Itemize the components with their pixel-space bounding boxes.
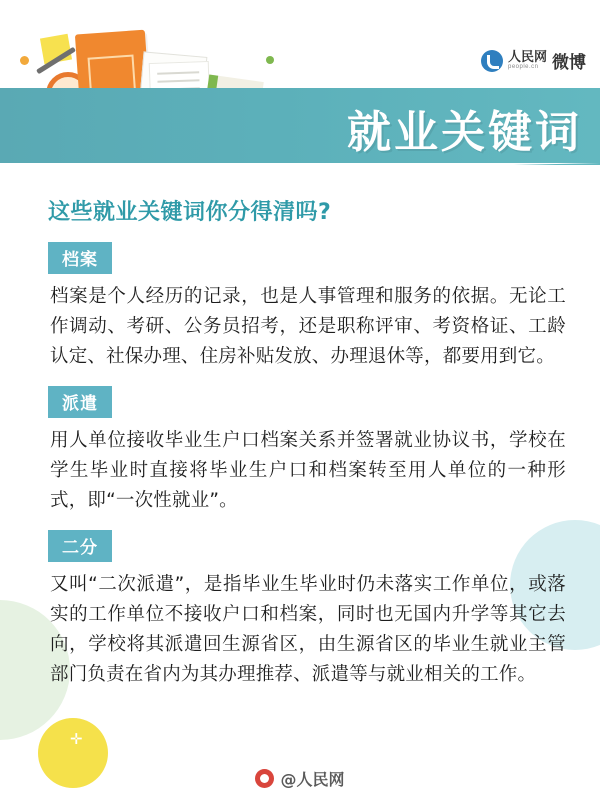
section-body: 用人单位接收毕业生户口档案关系并签署就业协议书，学校在学生毕业时直接将毕业生户口和档案转至用人单位的一种形式，即“一次性就业”。 xyxy=(50,429,566,511)
decorative-dot-orange xyxy=(20,56,29,65)
section-paiqian xyxy=(30,386,570,516)
platform-label: 微博 xyxy=(552,53,586,73)
people-cn-logo-icon xyxy=(481,50,503,72)
section-body: 又叫“二次派遣”，是指毕业生毕业时仍未落实工作单位，或落实的工作单位不接收户口和档案，同时也无国内升学等其它去向，学校将其派遣回生源省区，由生源省区的毕业生就业主管部门负责在省内为其办理推荐、派遣等与就业相关的工作。 xyxy=(50,573,566,685)
page-title: 就业关键词 xyxy=(347,107,582,158)
brand-name xyxy=(508,51,547,71)
section-dangan xyxy=(30,242,570,372)
section-tag: 档案 xyxy=(48,242,112,274)
section-tag: 派遣 xyxy=(48,386,112,418)
brand-pinyin: people.cn xyxy=(507,64,539,71)
poster-content xyxy=(0,175,600,690)
section-tag: 二分 xyxy=(48,530,112,562)
footer-account-label[interactable]: @人民网 xyxy=(280,769,345,789)
poster-footer xyxy=(0,756,600,800)
brand-logo xyxy=(481,48,586,73)
headline: 这些就业关键词你分得清吗? xyxy=(48,200,332,225)
plus-icon: ✛ xyxy=(70,731,83,748)
decorative-dot-green xyxy=(266,56,274,64)
section-body: 档案是个人经历的记录，也是人事管理和服务的依据。无论工作调动、考研、公务员招考，还是职称评审、考资格证、工龄认定、社保办理、住房补贴发放、办理退休等，都要用到它。 xyxy=(50,286,566,367)
brand-name-text: 人民网 xyxy=(507,49,547,65)
section-erfen xyxy=(30,530,570,690)
poster-header xyxy=(0,0,600,175)
weibo-icon xyxy=(255,769,274,788)
